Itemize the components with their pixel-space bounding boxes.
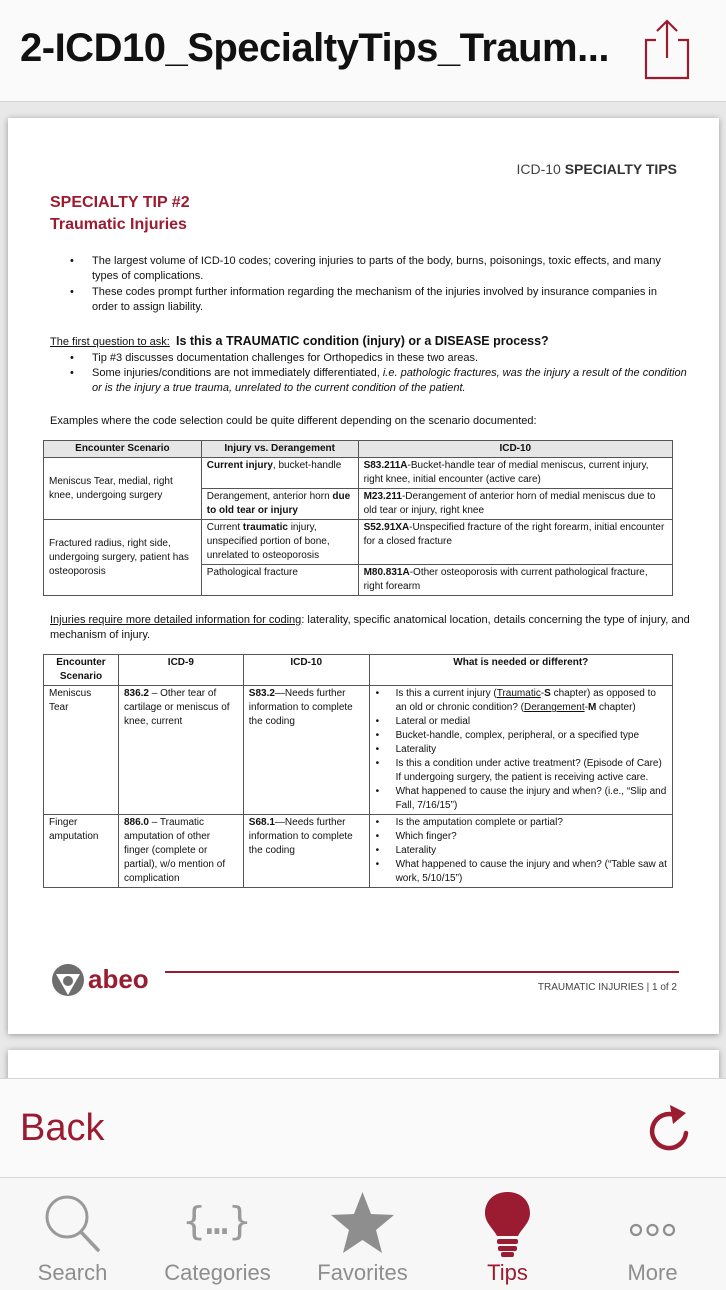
list-item: • Laterality [375,844,667,858]
examples-intro: Examples where the code selection could be quite different depending on the scenario documented: [50,415,537,427]
table-header-row [44,441,673,458]
tab-more[interactable] [580,1178,725,1290]
table-cell: Finger amputation [44,815,119,888]
table-cell: Current traumatic injury, unspecified portion of bone, unrelated to osteoporosis [201,520,358,565]
comparison-table [43,654,673,888]
table-cell: M80.831A-Other osteoporosis with current pathological fracture, right forearm [358,565,672,596]
question-bullets [70,351,690,396]
list-item: • Some injuries/conditions are not immediately differentiated, i.e. pathologic fractures, was the injury a result of the condition or is the injury a true trauma, unrelated to the current condition of the patient. [70,366,690,396]
tip-title: Traumatic Injuries [50,216,187,233]
scenario-table [43,440,673,596]
table-cell: S52.91XA-Unspecified fracture of the right forearm, initial encounter for a closed fracture [358,520,672,565]
table-row [44,815,673,888]
list-item: • Tip #3 discusses documentation challenges for Orthopedics in these two areas. [70,351,690,366]
column-header: ICD-10 [358,441,672,458]
table-cell: Fractured radius, right side, undergoing surgery, patient has osteoporosis [44,520,202,596]
table-cell: 836.2 – Other tear of cartilage or meniscus of knee, current [118,686,243,815]
requirements-list [375,687,667,813]
list-item: • Which finger? [375,830,667,844]
table-cell: Current injury, bucket-handle [201,458,358,489]
list-item: • What happened to cause the injury and when? (“Table saw at work, 5/10/15”) [375,858,667,886]
tab-search[interactable] [0,1178,145,1290]
search-icon [36,1188,109,1258]
table-cell: S68.1—Needs further information to complete the coding [243,815,369,888]
table-cell: Pathological fracture [201,565,358,596]
column-header: ICD-9 [118,655,243,686]
tab-tips[interactable] [435,1178,580,1290]
nav-header [0,0,726,102]
list-item: • Bucket-handle, complex, peripheral, or a specified type [375,729,667,743]
table-cell [369,815,672,888]
tab-favorites[interactable] [290,1178,435,1290]
table-cell: Derangement, anterior horn due to old tear or injury [201,489,358,520]
list-item: • Laterality [375,743,667,757]
running-header: ICD-10 SPECIALTY TIPS [516,161,677,177]
injuries-note: Injuries require more detailed information for coding: laterality, specific anatomical location, details concerning the type of injury, and mechanism of injury. [50,614,690,641]
tab-label: Search [37,1260,108,1285]
table-cell: M23.211-Derangement of anterior horn of medial meniscus due to old tear or injury, right knee [358,489,672,520]
share-icon[interactable] [642,18,692,80]
tab-label: More [627,1260,678,1285]
abeo-logo-icon [50,962,86,998]
table-row [44,458,673,489]
lightbulb-icon [471,1188,544,1258]
star-icon [326,1188,399,1258]
braces-icon [181,1188,254,1258]
logo-text: abeo [88,964,149,994]
bottom-toolbar [0,1078,726,1178]
document-page-2 [8,1050,719,1078]
list-item: • Is this a condition under active treatment? (Episode of Care) If undergoing surgery, the patient is receiving active care. [375,757,667,785]
table-header-row [44,655,673,686]
list-item: • The largest volume of ICD-10 codes; covering injuries to parts of the body, burns, poisonings, toxic effects, and many types of complications. [70,254,680,284]
more-icon [616,1188,689,1258]
table-cell: Meniscus Tear, medial, right knee, undergoing surgery [44,458,202,520]
tab-bar [0,1178,726,1290]
document-title: 2-ICD10_SpecialtyTips_Traum... [20,26,609,70]
requirements-list [375,816,667,886]
column-header: ICD-10 [243,655,369,686]
table-cell: S83.211A-Bucket-handle tear of medial meniscus, current injury, right knee, initial encounter (active care) [358,458,672,489]
tab-label: Categories [164,1260,271,1285]
tab-label: Favorites [317,1260,408,1285]
page-footer: TRAUMATIC INJURIES | 1 of 2 [537,982,677,993]
list-item: • Is the amputation complete or partial? [375,816,667,830]
table-cell: S83.2—Needs further information to complete the coding [243,686,369,815]
table-cell: Meniscus Tear [44,686,119,815]
list-item: • These codes prompt further information regarding the mechanism of the injuries involved by insurance companies in order to assign liability. [70,285,680,315]
back-button[interactable]: Back [20,1107,105,1149]
first-question: The first question to ask: Is this a TRAUMATIC condition (injury) or a DISEASE process? [50,334,549,348]
column-header: Encounter Scenario [44,655,119,686]
list-item: • Is this a current injury (Traumatic-S chapter) as opposed to an old or chronic condition? (Derangement-M chapter) [375,687,667,715]
table-cell [369,686,672,815]
list-item: • What happened to cause the injury and when? (i.e., “Slip and Fall, 7/16/15”) [375,785,667,813]
footer-divider [165,971,679,973]
column-header: Encounter Scenario [44,441,202,458]
svg-text:{…}: {…} [182,1199,252,1243]
tab-categories[interactable] [145,1178,290,1290]
tip-number: SPECIALTY TIP #2 [50,194,190,211]
intro-bullets [70,254,680,316]
tab-label: Tips [487,1260,528,1285]
column-header: Injury vs. Derangement [201,441,358,458]
list-item: • Lateral or medial [375,715,667,729]
document-viewer[interactable] [0,102,726,1078]
column-header: What is needed or different? [369,655,672,686]
table-cell: 886.0 – Traumatic amputation of other finger (complete or partial), w/o mention of complication [118,815,243,888]
reload-icon[interactable] [646,1103,694,1153]
table-row [44,686,673,815]
table-row [44,520,673,565]
document-page-1 [8,118,719,1034]
